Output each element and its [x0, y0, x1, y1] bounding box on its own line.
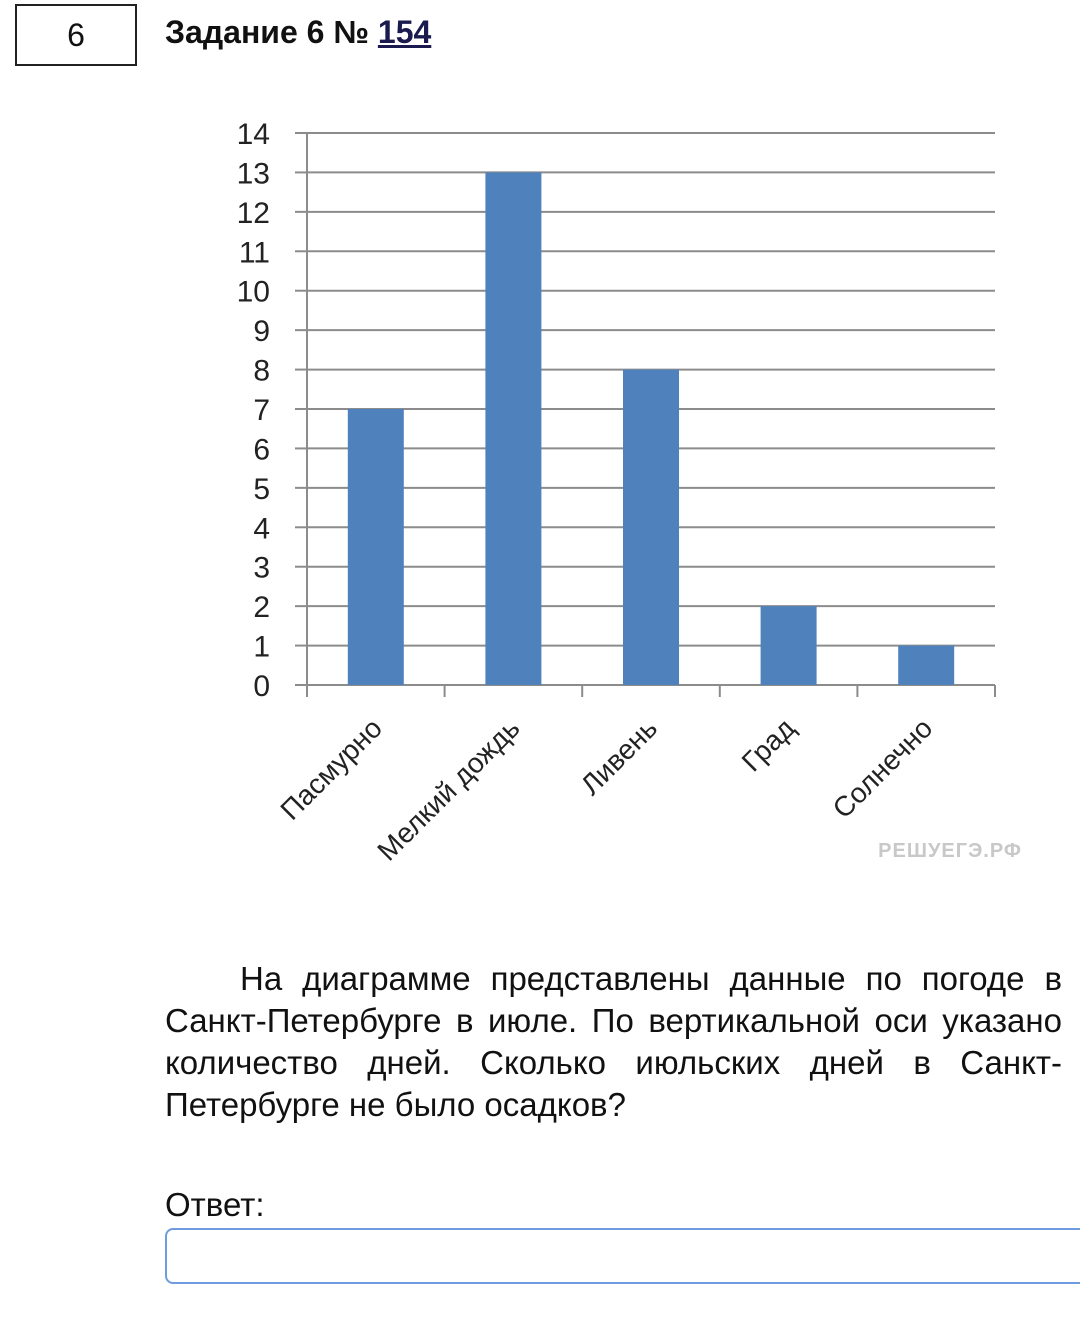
x-category-label: Солнечно — [826, 712, 939, 825]
task-title-prefix: Задание 6 № — [165, 14, 369, 50]
y-tick-label: 7 — [253, 394, 270, 427]
y-tick-label: 6 — [253, 433, 270, 467]
y-tick-label: 12 — [236, 196, 270, 230]
y-tick-label: 13 — [236, 157, 270, 191]
y-tick-label: 3 — [253, 551, 270, 585]
bar-4 — [761, 606, 817, 685]
bar-5 — [898, 646, 954, 685]
y-tick-label: 14 — [236, 118, 270, 151]
y-tick-label: 5 — [253, 472, 270, 506]
task-id-link[interactable]: 154 — [377, 14, 432, 50]
y-tick-label: 8 — [253, 354, 270, 388]
x-category-label: Мелкий дождь — [371, 712, 526, 867]
question-text: На диаграмме представлены данные по погоде в Санкт-Петербурге в июле. По вертикальной оси указано количество дней. Сколько июльских дней в Санкт-Петербурге не было осадков? — [165, 960, 1062, 1123]
answer-label: Ответ: — [165, 1186, 265, 1223]
x-category-label: Пасмурно — [274, 712, 389, 826]
task-number: 6 — [67, 16, 85, 53]
bar-2 — [485, 172, 541, 685]
bar-1 — [348, 409, 404, 685]
x-category-label: Град — [735, 712, 801, 778]
y-tick-label: 11 — [238, 236, 270, 270]
watermark: РЕШУЕГЭ.РФ — [878, 840, 1022, 862]
y-tick-label: 10 — [236, 275, 270, 309]
x-category-label: Ливень — [574, 712, 664, 801]
y-tick-label: 0 — [253, 670, 270, 703]
y-tick-label: 1 — [253, 630, 270, 664]
y-tick-label: 9 — [253, 315, 270, 349]
y-tick-label: 2 — [253, 591, 270, 625]
y-tick-label: 4 — [253, 512, 270, 546]
bar-3 — [623, 370, 679, 685]
answer-input[interactable] — [165, 1228, 1080, 1284]
